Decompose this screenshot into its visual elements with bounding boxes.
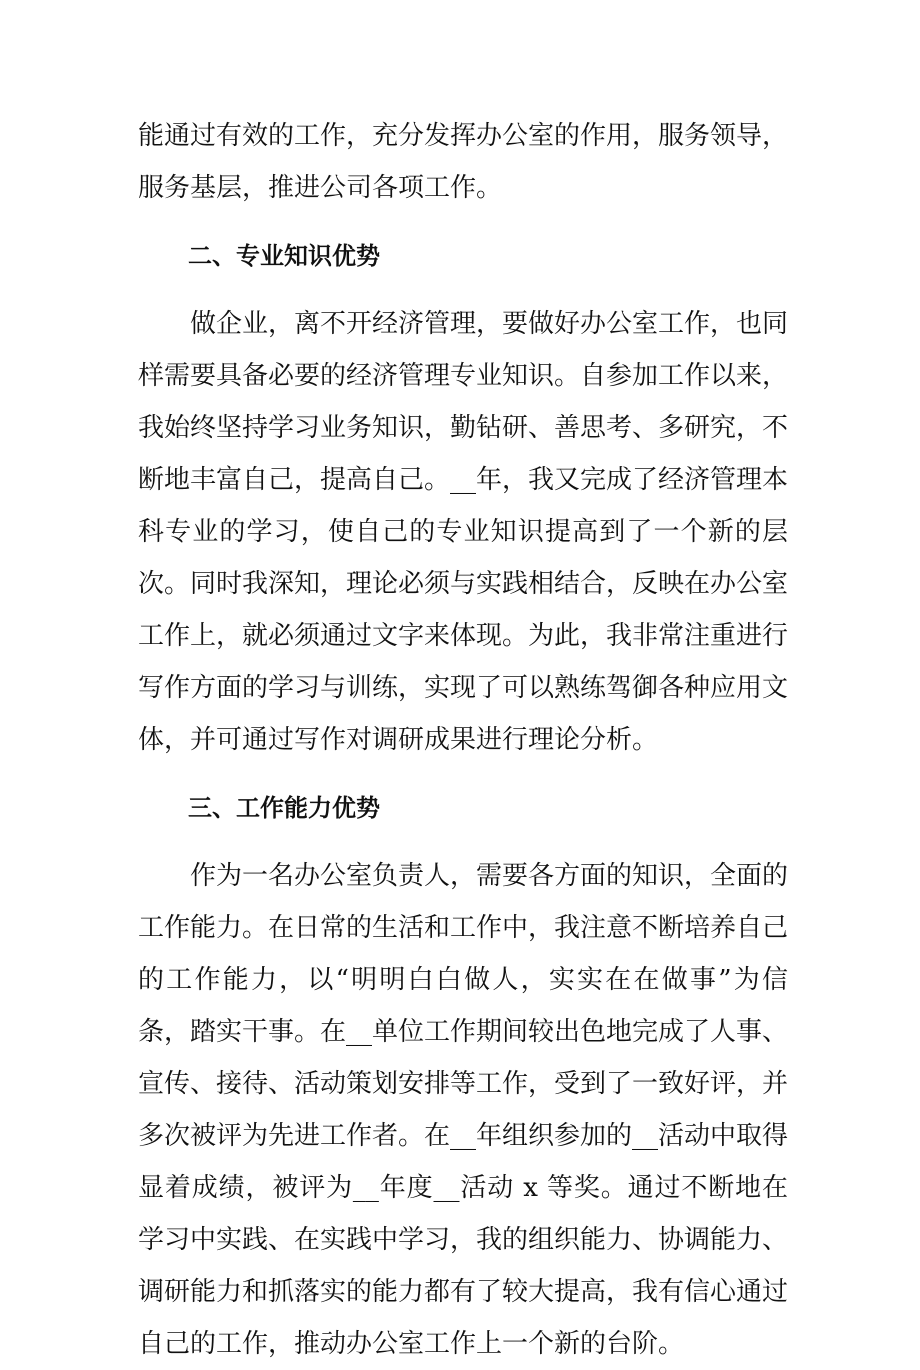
- spacer: [138, 834, 788, 850]
- spacer: [138, 214, 788, 230]
- paragraph-professional-knowledge: 做企业，离不开经济管理，要做好办公室工作，也同样需要具备必要的经济管理专业知识。自参加工作以来，我始终坚持学习业务知识，勤钻研、善思考、多研究，不断地丰富自己，提高自己。__年，我又完成了经济管理本科专业的学习，使自己的专业知识提高到了一个新的层次。同时我深知，理论必须与实践相结合，反映在办公室工作上，就必须通过文字来体现。为此，我非常注重进行写作方面的学习与训练，实现了可以熟练驾御各种应用文体，并可通过写作对调研成果进行理论分析。: [138, 309, 789, 755]
- document-body: [138, 110, 788, 1370]
- spacer: [138, 282, 788, 298]
- paragraph-work-ability: 作为一名办公室负责人，需要各方面的知识，全面的工作能力。在日常的生活和工作中，我注意不断培养自己的工作能力，以“明明白白做人，实实在在做事”为信条，踏实干事。在__单位工作期间较出色地完成了人事、宣传、接待、活动策划安排等工作，受到了一致好评，并多次被评为先进工作者。在__年组织参加的__活动中取得显着成绩，被评为__年度__活动 x 等奖。通过不断地在学习中实践、在实践中学习，我的组织能力、协调能力、调研能力和抓落实的能力都有了较大提高，我有信心通过自己的工作，推动办公室工作上一个新的台阶。: [138, 861, 789, 1359]
- paragraph-continued: 能通过有效的工作，充分发挥办公室的作用，服务领导，服务基层，推进公司各项工作。: [138, 121, 789, 203]
- spacer: [138, 766, 788, 782]
- section-heading-professional-knowledge: 二、专业知识优势: [188, 241, 380, 270]
- section-heading-work-ability: 三、工作能力优势: [188, 793, 380, 822]
